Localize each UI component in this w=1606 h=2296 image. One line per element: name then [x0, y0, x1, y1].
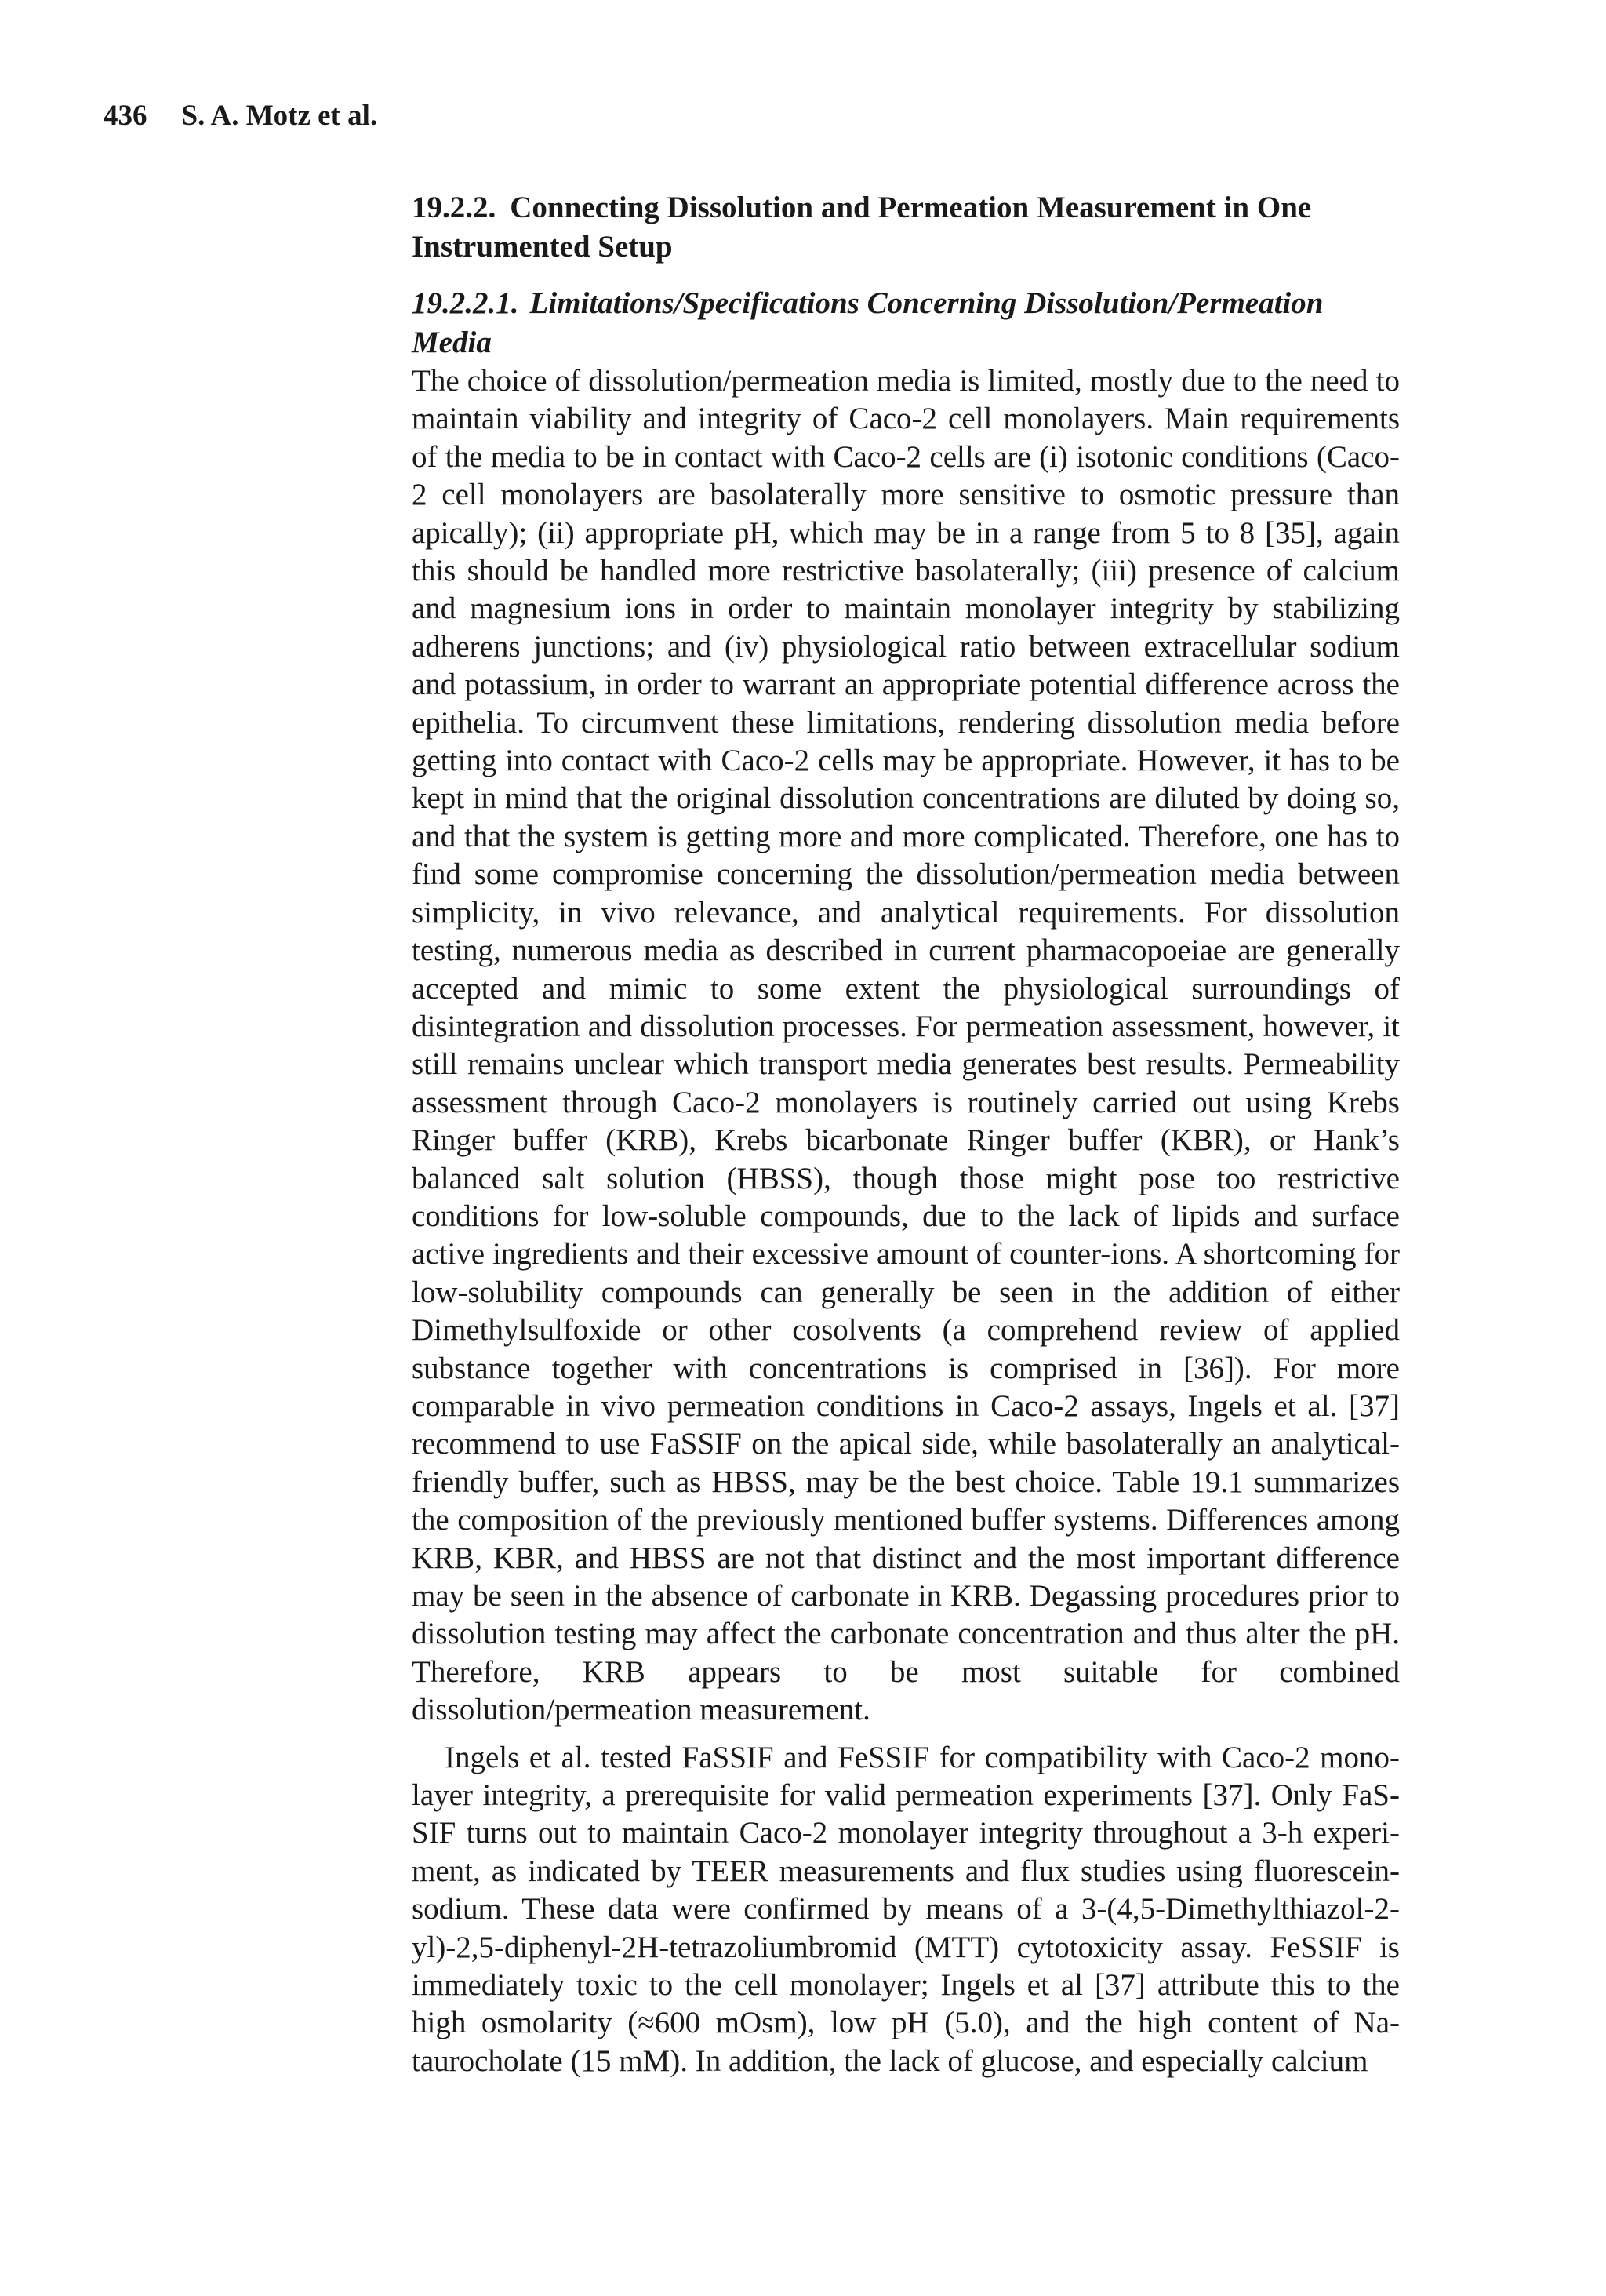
paragraph-2-smallcaps-h: H — [637, 1930, 659, 1964]
section-number: 19.2.2. — [412, 191, 496, 224]
paragraph-2-text-a: Ingels et al. tested FaSSIF and FeSSIF for compatibility with Caco-2 monolayer integrity, a prerequisite for valid permeation experiments [37]. Only FaSSIF turns out to maintain Caco-2 monolayer integrity throughout a 3-h experiment, as indicated by TEER measurements and flux studies using fluorescein-sodium. These data were confirmed by means of a 3-(4,5-Dimethylthiazol-2-yl)-2,5-diphenyl-2 — [412, 1740, 1400, 1964]
running-head-authors: S. A. Motz et al. — [181, 100, 378, 132]
section-heading — [412, 188, 1400, 267]
paragraph-2-text-b: -tetrazoliumbromid (MTT) cytotoxicity assay. FeSSIF is immediately toxic to the cell monolayer; Ingels et al [37] attribute this to the high osmolarity (≈600 mOsm), low pH (5.0), and the high content of Na-taurocholate (15 mM). In addition, the lack of glucose, and especially calcium — [412, 1930, 1400, 2078]
running-head — [104, 99, 377, 133]
body-paragraph-2 — [412, 1739, 1400, 2081]
subsection-number: 19.2.2.1. — [412, 286, 519, 320]
subsection-title: Limitations/Specifications Concerning Dissolution/Permeation Media — [412, 286, 1324, 359]
subsection-heading — [412, 284, 1400, 362]
section-title: Connecting Dissolution and Permeation Measurement in One Instrumented Setup — [412, 191, 1312, 264]
body-paragraph-1: The choice of dissolution/permeation media is limited, mostly due to the need to maintain viability and integrity of Caco-2 cell monolayers. Main requirements of the media to be in contact with Caco-2 cells are (i) isotonic conditions (Caco-2 cell monolayers are basolaterally more sensitive to osmotic pressure than apically); (ii) appropriate pH, which may be in a range from 5 to 8 [35], again this should be handled more restrictive basolaterally; (iii) presence of calcium and magnesium ions in order to maintain monolayer integrity by stabilizing adherens junctions; and (iv) physiological ratio between extracellular sodium and potassium, in order to warrant an appropriate potential difference across the epithelia. To circumvent these limitations, rendering dissolution media before getting into contact with Caco-2 cells may be appropriate. However, it has to be kept in mind that the original dissolution concentrations are diluted by doing so, and that the system is getting more and more complicated. Therefore, one has to find some compromise concerning the dissolution/permeation media between simplicity, in vivo relevance, and analytical requirements. For dissolution testing, numerous media as described in current pharmacopoeiae are generally accepted and mimic to some extent the physiological surroundings of disintegration and dissolution processes. For permeation assessment, however, it still remains unclear which transport media generates best results. Permeability assessment through Caco-2 monolayers is routinely carried out using Krebs Ringer buffer (KRB), Krebs bicarbonate Ringer buffer (KBR), or Hank’s balanced salt solution (HBSS), though those might pose too restrictive conditions for low-soluble compounds, due to the lack of lipids and surface active ingredients and their excessive amount of counter-ions. A shortcoming for low-solubility compounds can generally be seen in the addition of either Dimethylsulfoxide or other cosolvents (a comprehend review of applied substance together with concentrations is comprised in [36]). For more comparable in vivo permeation conditions in Caco-2 assays, Ingels et al. [37] recommend to use FaSSIF on the apical side, while basolaterally an analytical-friendly buffer, such as HBSS, may be the best choice. Table 19.1 summarizes the composition of the previously mentioned buffer systems. Differences among KRB, KBR, and HBSS are not that distinct and the most important difference may be seen in the absence of carbonate in KRB. Degassing procedures prior to dissolution testing may affect the carbonate concentration and thus alter the pH. Therefore, KRB appears to be most suitable for combined dissolution/permeation measurement. — [412, 364, 1400, 1727]
text-column — [412, 188, 1400, 2080]
page-number: 436 — [104, 100, 147, 132]
